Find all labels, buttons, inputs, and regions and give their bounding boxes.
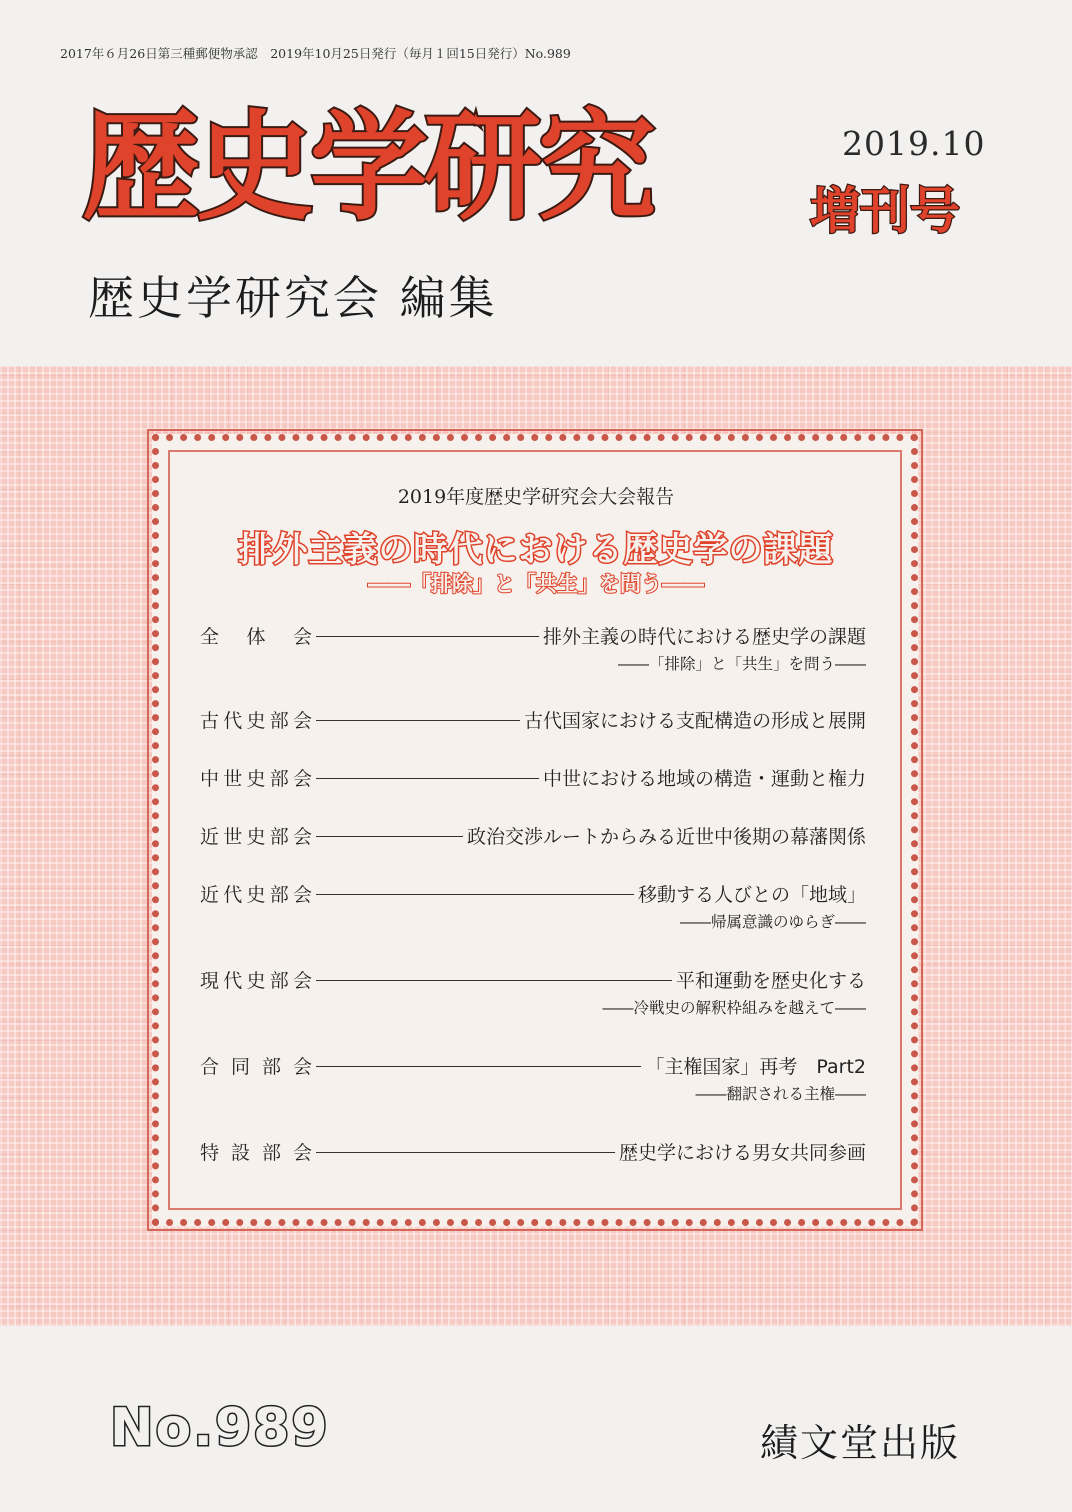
session-title: 古代国家における支配構造の形成と展開 [523,710,866,732]
leader-line [316,720,520,721]
leader-line [316,894,634,895]
session-row [200,880,866,931]
session-row [200,966,866,1017]
editor-credit: 歴史学研究会 編集 [88,271,498,325]
publisher-name: 績文堂出版 [760,1421,961,1465]
leader-line [316,636,539,637]
session-row [200,822,866,852]
session-row [200,1138,866,1168]
session-subtitle: ――帰属意識のゆらぎ―― [679,913,866,931]
session-title: 排外主義の時代における歴史学の課題 [542,626,866,648]
main-theme-subtitle: ――「排除」と「共生」を問う―― [368,572,704,596]
session-name: 合 同 部 会 [200,1056,312,1078]
report-heading: 2019年度歴史学研究会大会報告 [397,486,675,508]
leader-line [316,1066,641,1067]
leader-line [316,778,539,779]
session-name: 中世史部会 [200,768,312,790]
special-issue-label: 増刊号 [810,182,960,240]
issue-number: No.989 [110,1398,330,1458]
leader-line [316,980,672,981]
session-name: 近代史部会 [200,884,312,906]
session-name: 特 設 部 会 [200,1142,312,1164]
session-name: 現代史部会 [200,970,312,992]
issue-date: 2019.10 [842,124,986,163]
session-name: 近世史部会 [200,826,312,848]
session-title: 移動する人びとの「地域」 [637,884,866,906]
session-title: 政治交渉ルートからみる近世中後期の幕藩関係 [466,826,866,848]
session-row [200,706,866,736]
session-title: 中世における地域の構造・運動と権力 [542,768,866,790]
main-theme: 排外主義の時代における歴史学の課題 [238,530,834,570]
session-title: 「主権国家」再考 Part2 [645,1056,866,1078]
leader-line [316,1152,615,1153]
session-subtitle: ――冷戦史の解釈枠組みを越えて―― [602,999,866,1017]
session-name: 全 体 会 [200,626,312,648]
session-row [200,1052,866,1103]
postal-info: 2017年６月26日第三種郵便物承認 2019年10月25日発行（毎月１回15日発行）No.989 [60,46,571,61]
session-subtitle: ――「排除」と「共生」を問う―― [617,655,866,673]
session-name: 古代史部会 [200,710,312,732]
session-row [200,622,866,673]
session-title: 平和運動を歴史化する [675,970,866,992]
session-title: 歴史学における男女共同参画 [618,1142,866,1164]
journal-title: 歴史学研究 [82,98,653,236]
session-subtitle: ――翻訳される主権―― [695,1085,866,1103]
leader-line [316,836,463,837]
session-row [200,764,866,794]
